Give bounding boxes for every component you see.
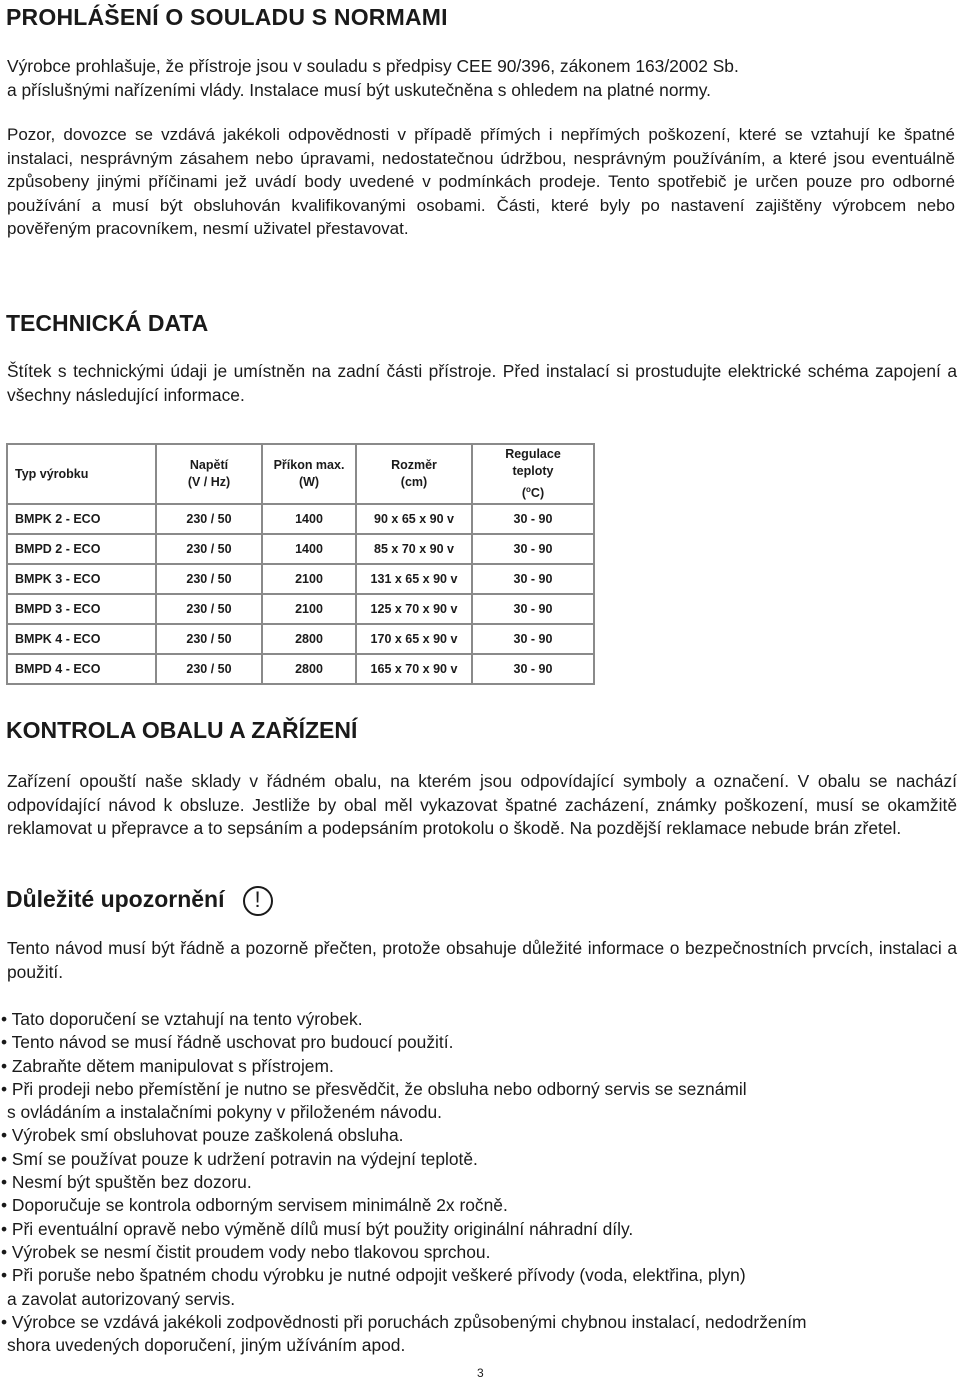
technical-data-text: Štítek s technickými údaji je umístněn na zadní části přístroje. Před instalací si prostudujte elektrické schéma zapojení a všechny následující informace. <box>7 361 957 405</box>
cell-power: 2800 <box>262 654 356 684</box>
intro-line-1: Výrobce prohlašuje, že přístroje jsou v souladu s předpisy CEE 90/396, zákonem 163/2002 Sb. <box>7 56 739 76</box>
reg-open: ( <box>521 485 527 500</box>
bullet-text: • Výrobce se vzdává jakékoli zodpovědnosti při poruchách způsobenými chybnou instalací, nedodržením <box>1 1311 807 1332</box>
reg-close: C) <box>530 485 545 500</box>
list-item <box>1 1078 956 1125</box>
list-item <box>1 1264 956 1311</box>
cell-type: BMPD 4 - ECO <box>7 654 156 684</box>
cell-power: 1400 <box>262 534 356 564</box>
cell-type: BMPD 3 - ECO <box>7 594 156 624</box>
list-item <box>1 1124 956 1147</box>
safety-instructions-list <box>1 1008 956 1357</box>
header-voltage-label: Napětí <box>189 458 229 472</box>
cell-voltage: 230 / 50 <box>156 564 262 594</box>
list-item <box>1 1311 956 1358</box>
cell-size: 131 x 65 x 90 v <box>356 564 472 594</box>
cell-type: BMPK 2 - ECO <box>7 504 156 534</box>
list-item <box>1 1031 956 1054</box>
table-row <box>7 534 594 564</box>
header-reg-line-3 <box>522 486 544 500</box>
liability-paragraph: Pozor, dovozce se vzdává jakékoli odpovědnosti v případě přímých i nepřímých poškození, které se vztahují ke špatné instalaci, nesprávným zásahem nebo úpravami, nedostatečnou údržbou, nesprávným používáním, a které jsou eventuálně způsobeny jinými příčinami jež uvádí body uvedené v podmínkách prodeje. Tento spotřebič je určen pouze pro odborné používání a musí být obsluhován kvalifikovanými osobami. Části, které byly po nastavení zajištěny výrobcem nebo pověřeným pracovníkem, nesmí uživatel přestavovat. <box>7 125 955 239</box>
bullet-continuation: a zavolat autorizovaný servis. <box>7 1288 236 1309</box>
table-row <box>7 594 594 624</box>
cell-voltage: 230 / 50 <box>156 534 262 564</box>
bullet-text: • Doporučuje se kontrola odborným servisem minimálně 2x ročně. <box>1 1195 508 1216</box>
header-power <box>262 444 356 504</box>
cell-type: BMPD 2 - ECO <box>7 534 156 564</box>
cell-size: 125 x 70 x 90 v <box>356 594 472 624</box>
list-item <box>1 1194 956 1217</box>
cell-size: 85 x 70 x 90 v <box>356 534 472 564</box>
list-item <box>1 1148 956 1171</box>
list-item <box>1 1055 956 1078</box>
cell-regulation: 30 - 90 <box>472 654 594 684</box>
table-header-row <box>7 444 594 504</box>
header-size-label: Rozměr <box>391 458 437 472</box>
exclamation-circle-icon <box>243 886 273 916</box>
bullet-text: • Tato doporučení se vztahují na tento výrobek. <box>1 1009 363 1029</box>
important-notice-text: Tento návod musí být řádně a pozorně přečten, protože obsahuje důležité informace o bezpečnostních prvcích, instalaci a použití. <box>7 938 957 982</box>
bullet-continuation: shora uvedených doporučení, jiným užíváním apod. <box>7 1335 406 1356</box>
table-row <box>7 564 594 594</box>
bullet-text: • Při poruše nebo špatném chodu výrobku je nutné odpojit veškeré přívody (voda, elektřina, plyn) <box>1 1265 746 1286</box>
header-power-unit: (W) <box>298 475 320 489</box>
cell-regulation: 30 - 90 <box>472 534 594 564</box>
compliance-title: PROHLÁŠENÍ O SOULADU S NORMAMI <box>6 4 448 30</box>
cell-power: 2100 <box>262 564 356 594</box>
header-size <box>356 444 472 504</box>
cell-power: 2800 <box>262 624 356 654</box>
bullet-text: • Smí se používat pouze k udržení potravin na výdejní teplotě. <box>1 1148 478 1169</box>
packaging-check-title: KONTROLA OBALU A ZAŘÍZENÍ <box>6 717 358 743</box>
header-size-unit: (cm) <box>400 475 428 489</box>
cell-size: 165 x 70 x 90 v <box>356 654 472 684</box>
bullet-text: • Výrobek smí obsluhovat pouze zaškolená obsluha. <box>1 1125 404 1146</box>
cell-regulation: 30 - 90 <box>472 504 594 534</box>
bullet-continuation: s ovládáním a instalačními pokyny v přiloženém návodu. <box>7 1102 442 1123</box>
cell-power: 2100 <box>262 594 356 624</box>
cell-size: 90 x 65 x 90 v <box>356 504 472 534</box>
header-regulation <box>472 444 594 504</box>
packaging-check-text: Zařízení opouští naše sklady v řádném obalu, na kterém jsou odpovídající symboly a označení. V obalu se nachází odpovídající návod k obsluze. Jestliže by obal měl vykazovat špatné zacházení, známky poškození, musí se okamžitě reklamovat u přepravce a to sepsáním a podepsáním protokolu o škodě. Na pozdější reklamace nebude brán zřetel. <box>7 771 957 838</box>
header-type: Typ výrobku <box>7 444 156 504</box>
table-body <box>7 504 594 684</box>
compliance-intro <box>7 55 957 102</box>
specifications-table <box>6 443 595 685</box>
degree-sign: o <box>526 484 531 494</box>
bullet-text: • Nesmí být spuštěn bez dozoru. <box>1 1172 252 1193</box>
bullet-text: • Výrobek se nesmí čistit proudem vody nebo tlakovou sprchou. <box>1 1241 491 1262</box>
cell-voltage: 230 / 50 <box>156 624 262 654</box>
cell-power: 1400 <box>262 504 356 534</box>
cell-regulation: 30 - 90 <box>472 624 594 654</box>
table-row <box>7 654 594 684</box>
table-row <box>7 504 594 534</box>
header-reg-line-1: Regulace <box>505 447 561 462</box>
bullet-text: • Při eventuální opravě nebo výměně dílů musí být použity originální náhradní díly. <box>1 1218 634 1239</box>
cell-voltage: 230 / 50 <box>156 654 262 684</box>
header-power-label: Příkon max. <box>273 458 345 472</box>
cell-regulation: 30 - 90 <box>472 594 594 624</box>
bullet-text: • Zabraňte dětem manipulovat s přístrojem. <box>1 1055 334 1076</box>
header-voltage-unit: (V / Hz) <box>187 475 231 489</box>
cell-voltage: 230 / 50 <box>156 504 262 534</box>
list-item <box>1 1218 956 1241</box>
important-notice-title <box>6 884 273 914</box>
cell-type: BMPK 4 - ECO <box>7 624 156 654</box>
bullet-text: • Tento návod se musí řádně uschovat pro budoucí použití. <box>1 1032 454 1053</box>
header-voltage <box>156 444 262 504</box>
bullet-text: • Při prodeji nebo přemístění je nutno se přesvědčit, že obsluha nebo odborný servis se seznámil <box>1 1078 747 1099</box>
cell-regulation: 30 - 90 <box>472 564 594 594</box>
list-item <box>1 1008 956 1031</box>
page-number: 3 <box>477 1366 484 1380</box>
cell-type: BMPK 3 - ECO <box>7 564 156 594</box>
cell-size: 170 x 65 x 90 v <box>356 624 472 654</box>
technical-data-title: TECHNICKÁ DATA <box>6 310 209 336</box>
cell-voltage: 230 / 50 <box>156 594 262 624</box>
list-item <box>1 1171 956 1194</box>
important-notice-label: Důležité upozornění <box>6 885 225 912</box>
intro-line-2: a příslušnými nařízeními vlády. Instalace musí být uskutečněna s ohledem na platné normy. <box>7 79 712 100</box>
table-row <box>7 624 594 654</box>
list-item <box>1 1241 956 1264</box>
header-reg-line-2: teploty <box>512 464 554 479</box>
